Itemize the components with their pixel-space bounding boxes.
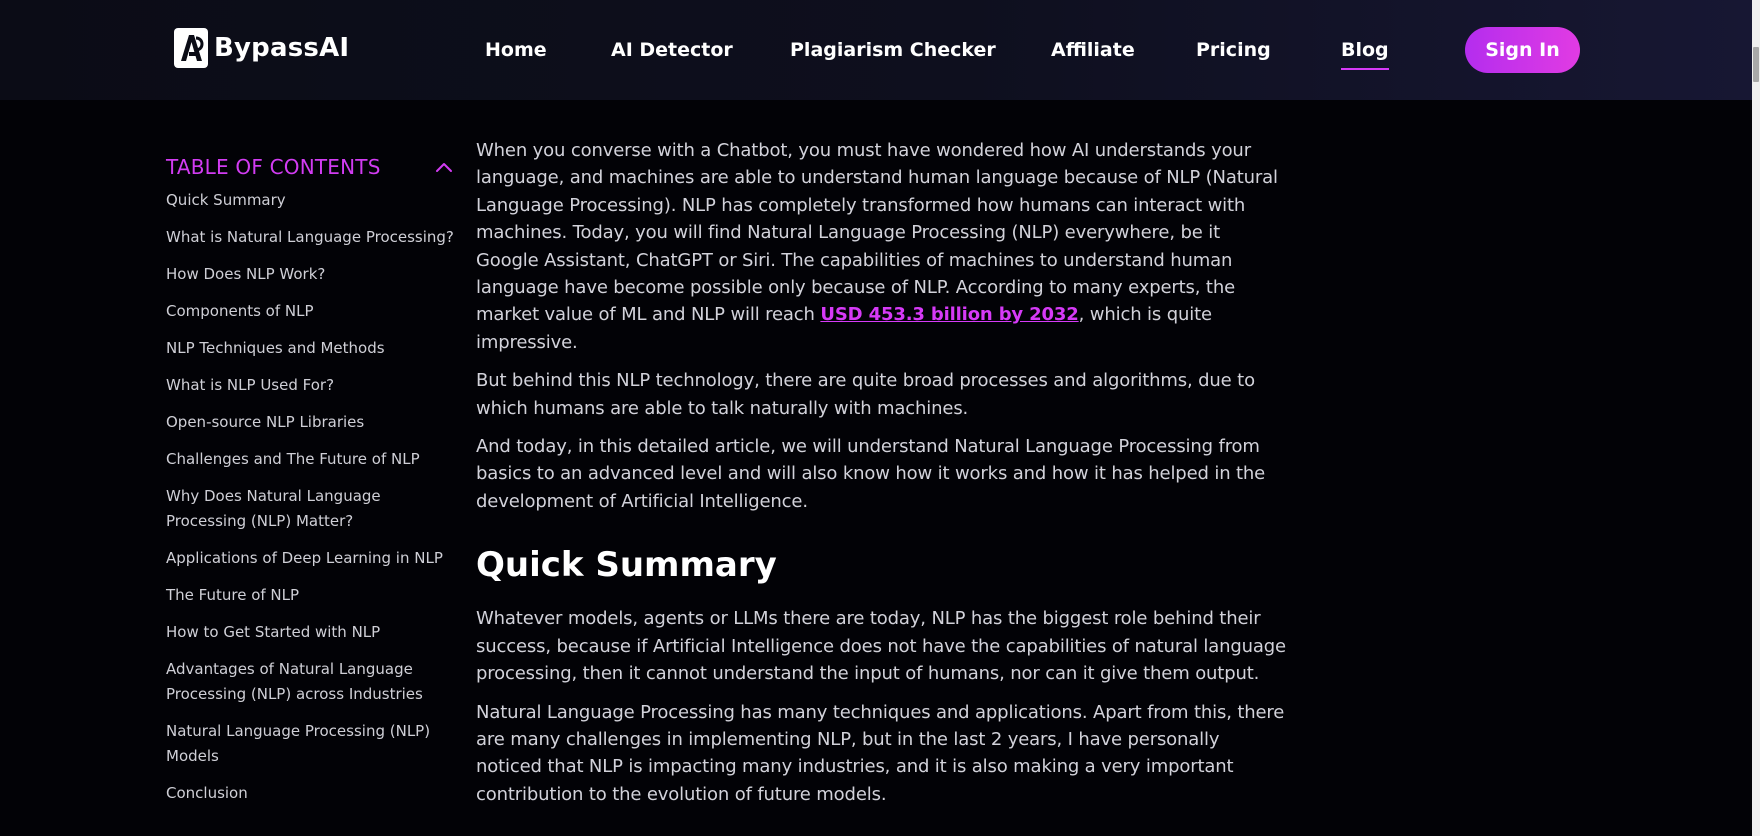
- toc-title: TABLE OF CONTENTS: [166, 155, 381, 179]
- scrollbar-thumb[interactable]: [1753, 47, 1759, 82]
- nav-ai-detector[interactable]: AI Detector: [611, 39, 733, 61]
- toc-list: [166, 188, 456, 806]
- toc-item[interactable]: Advantages of Natural Language Processing (NLP) across Industries: [166, 660, 423, 703]
- toc-item[interactable]: The Future of NLP: [166, 586, 300, 604]
- nav-affiliate[interactable]: Affiliate: [1051, 39, 1135, 61]
- intro-text-end: , which is quite impressive.: [476, 304, 1212, 353]
- toc-item[interactable]: How to Get Started with NLP: [166, 623, 381, 641]
- section-heading-quick-summary: Quick Summary: [476, 545, 777, 586]
- brand-name: BypassAI: [214, 33, 350, 63]
- intro-paragraph: [476, 137, 1286, 356]
- toc-item[interactable]: What is Natural Language Processing?: [166, 228, 454, 246]
- toc-item[interactable]: Natural Language Processing (NLP) Models: [166, 722, 431, 765]
- toc-item[interactable]: NLP Techniques and Methods: [166, 339, 385, 357]
- intro-text: When you converse with a Chatbot, you must have wondered how AI understands your language, and machines are able to understand human language because of NLP (Natural Language Processing). NLP has completely transformed how humans can interact with machines. Today, you will find Natural Language Processing (NLP) everywhere, be it Google Assistant, ChatGPT or Siri. The capabilities of machines to understand human language have become possible only because of NLP. According to many experts, the market value of ML and NLP will reach: [476, 140, 1278, 326]
- intro-paragraph-3: And today, in this detailed article, we will understand Natural Language Processing from basics to an advanced level and will also know how it works and how it has helped in the development of Artificial Intelligence.: [476, 436, 1266, 512]
- market-value-link[interactable]: USD 453.3 billion by 2032: [820, 304, 1079, 326]
- toc-item[interactable]: Quick Summary: [166, 191, 286, 209]
- nav-home[interactable]: Home: [485, 39, 547, 61]
- toc-item[interactable]: How Does NLP Work?: [166, 265, 326, 283]
- nav-blog[interactable]: Blog: [1341, 36, 1389, 64]
- toc-item[interactable]: Components of NLP: [166, 302, 314, 320]
- toc-item[interactable]: Applications of Deep Learning in NLP: [166, 549, 443, 567]
- intro-paragraph-2: But behind this NLP technology, there are quite broad processes and algorithms, due to which humans are able to talk naturally with machines.: [476, 370, 1255, 419]
- chevron-up-icon[interactable]: [434, 159, 454, 175]
- summary-paragraph-2: Natural Language Processing has many techniques and applications. Apart from this, there are many challenges in implementing NLP, but in the last 2 years, I have personally noticed that NLP is impacting many industries, and it is also making a very important contribution to the evolution of future models.: [476, 701, 1285, 805]
- site-header: [0, 0, 1752, 100]
- toc-item[interactable]: What is NLP Used For?: [166, 376, 335, 394]
- article-body: [476, 137, 1286, 819]
- summary-paragraph-1: Whatever models, agents or LLMs there are today, NLP has the biggest role behind their success, because if Artificial Intelligence does not have the capabilities of natural language processing, then it cannot understand the input of humans, nor can it give them output.: [476, 608, 1286, 685]
- sign-in-button[interactable]: Sign In: [1465, 27, 1580, 73]
- page-scrollbar[interactable]: [1752, 0, 1760, 836]
- toc-item[interactable]: Open-source NLP Libraries: [166, 413, 365, 431]
- toc-item[interactable]: Challenges and The Future of NLP: [166, 450, 420, 468]
- table-of-contents: [166, 152, 456, 818]
- toc-item[interactable]: Conclusion: [166, 784, 248, 802]
- nav-pricing[interactable]: Pricing: [1196, 39, 1271, 61]
- toc-item[interactable]: Why Does Natural Language Processing (NLP) Matter?: [166, 487, 381, 530]
- nav-plagiarism-checker[interactable]: Plagiarism Checker: [790, 39, 996, 61]
